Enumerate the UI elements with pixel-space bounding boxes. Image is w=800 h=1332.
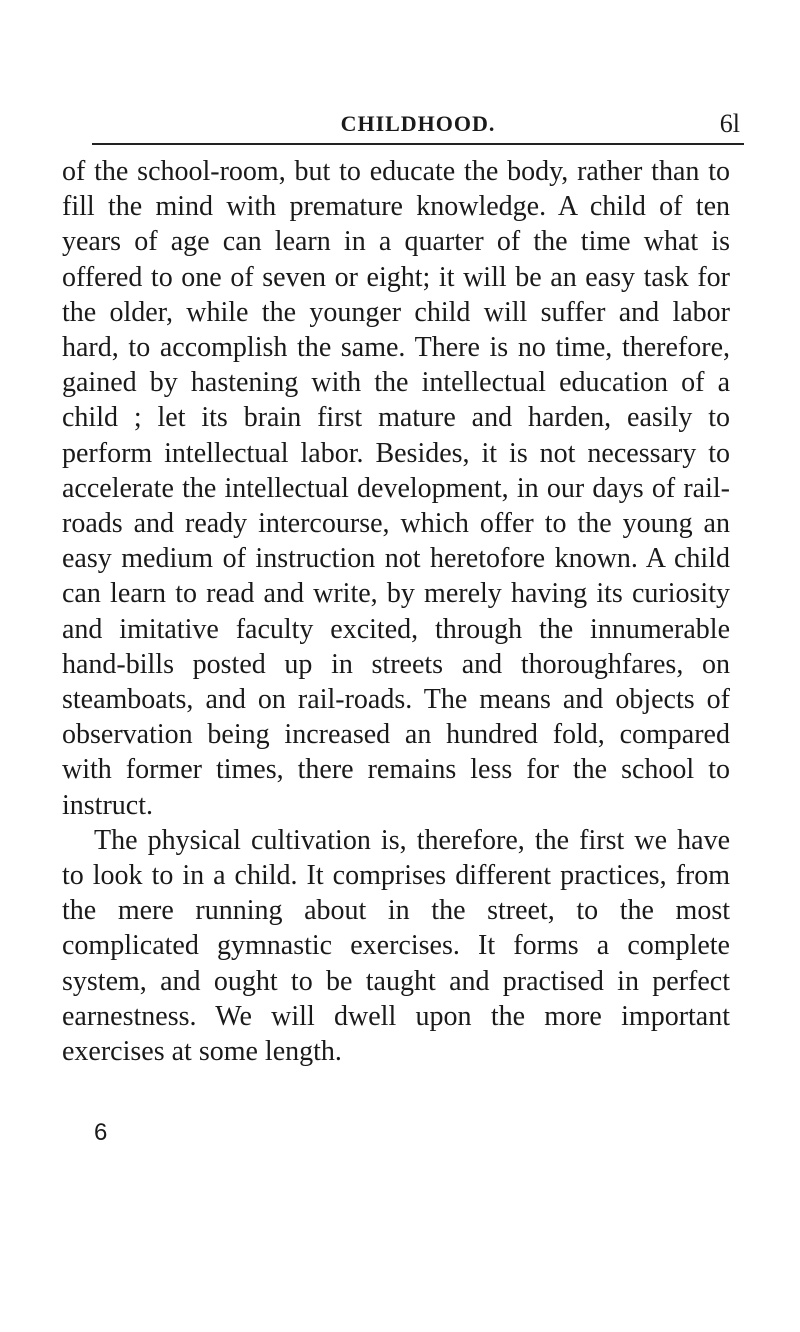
body-text (62, 154, 730, 1069)
signature-mark: 6 (94, 1119, 108, 1146)
running-title: CHILDHOOD. (340, 111, 496, 136)
page-number: 6l (719, 109, 740, 138)
paragraph: The physical cultivation is, therefore, the first we have to look to in a child. It comprises different practices, from the mere running about in the street, to the most complicated gymnastic exercises. It forms a complete system, and ought to be taught and practised in perfect earnestness. We will dwell upon the more important exercises at some length. (62, 824, 730, 1068)
paragraph-continued: of the school-room, but to educate the body, rather than to fill the mind with premature knowledge. A child of ten years of age can learn in a quarter of the time what is offered to one of seven or eight; it will be an easy task for the older, while the younger child will suffer and labor hard, to accomplish the same. There is no time, therefore, gained by hastening with the intellectual education of a child ; let its brain first mature and harden, easily to perform intellectual labor. Besides, it is not necessary to accelerate the intellectual development, in our days of rail-roads and ready intercourse, which offer to the young an easy medium of instruction not heretofore known. A child can learn to read and write, by merely having its curiosity and imitative faculty excited, through the innumerable hand-bills posted up in streets and thoroughfares, on steamboats, and on rail-roads. The means and objects of observation being increased an hundred fold, compared with former times, there remains less for the school to instruct. (62, 156, 730, 821)
running-head (92, 106, 744, 142)
header-rule (92, 143, 744, 145)
